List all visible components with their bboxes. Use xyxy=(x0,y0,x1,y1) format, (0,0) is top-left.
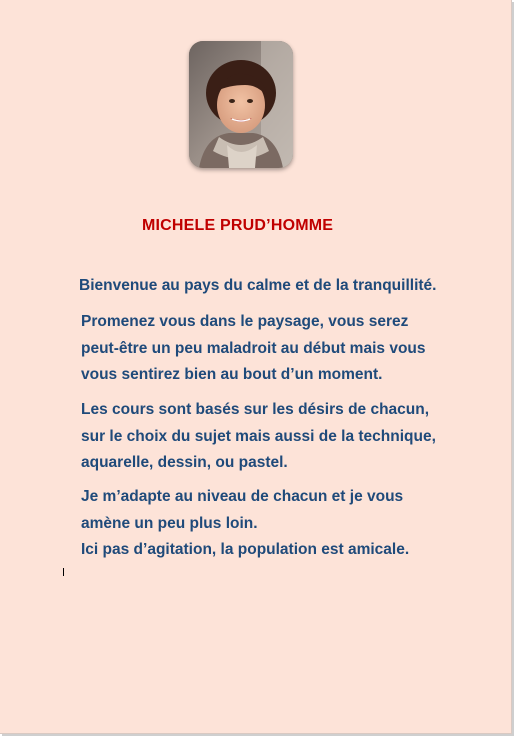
paragraph-line: Les cours sont basés sur les désirs de chacun, xyxy=(81,401,430,418)
paragraph-line: peut-être un peu maladroit au début mais vous xyxy=(81,339,426,357)
paragraph-line: Je m’adapte au niveau de chacun et je vous xyxy=(81,488,404,505)
paragraph-line: Bienvenue au pays du calme et de la tranquillité. xyxy=(79,277,437,294)
text-cursor[interactable] xyxy=(63,568,64,576)
paragraph-line: vous sentirez bien au bout d’un moment. xyxy=(81,366,383,383)
portrait-photo xyxy=(189,41,293,168)
paragraph-courses xyxy=(81,397,436,477)
paragraph-line: Promenez vous dans le paysage, vous serez xyxy=(81,313,409,330)
paragraph-level xyxy=(81,484,409,564)
paragraph-line: sur le choix du sujet mais aussi de la technique, xyxy=(81,427,436,445)
paragraph-line: Ici pas d’agitation, la population est amicale. xyxy=(81,541,410,558)
paragraph-landscape xyxy=(81,309,426,389)
paragraph-welcome xyxy=(79,273,436,300)
paragraph-line: aquarelle, dessin, ou pastel. xyxy=(81,454,288,471)
page-title: MICHELE PRUD’HOMME xyxy=(142,217,334,234)
paragraph-line: amène un peu plus loin. xyxy=(81,514,258,532)
